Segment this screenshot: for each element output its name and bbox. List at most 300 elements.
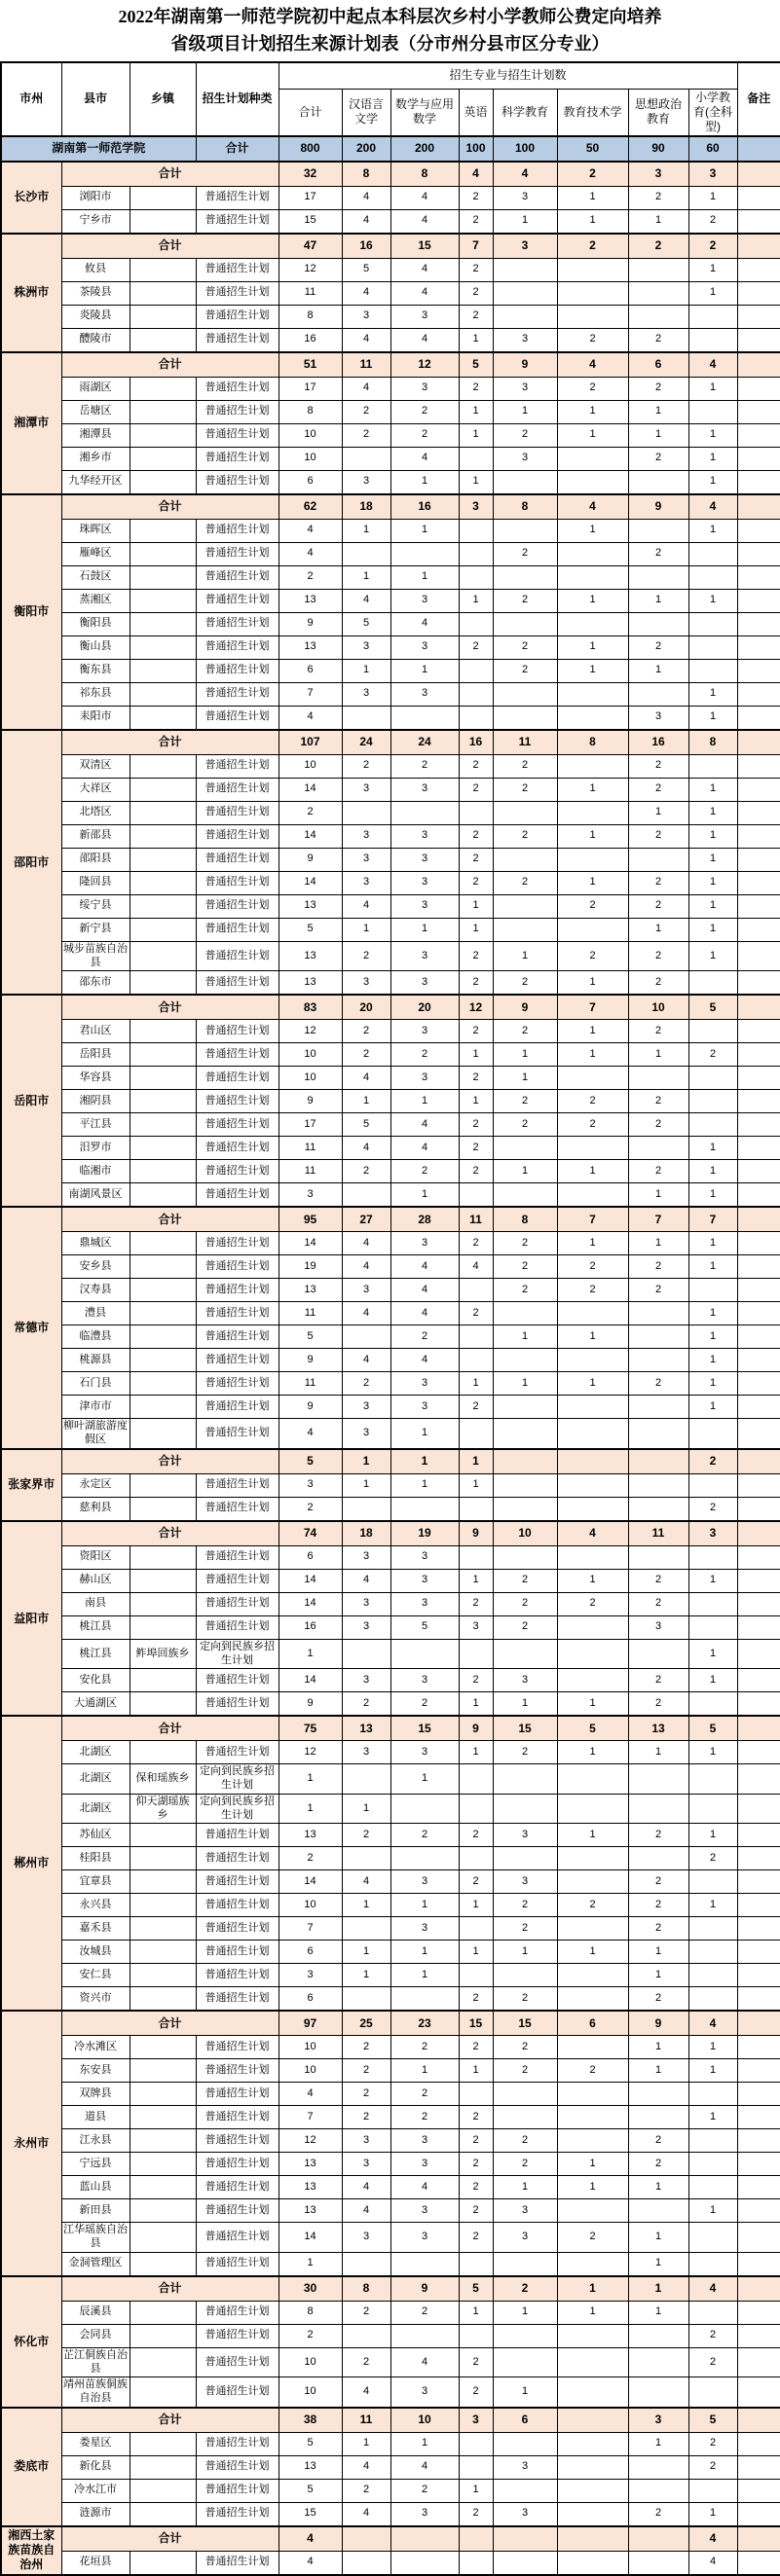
value-cell-0: 2: [279, 801, 342, 824]
remark-cell: [737, 470, 780, 494]
value-cell-2: 4: [390, 1302, 459, 1325]
plan-type-cell: 普通招生计划: [196, 1255, 279, 1279]
value-cell-3: [459, 706, 493, 730]
value-cell-2: [390, 706, 459, 730]
value-cell-3: 3: [459, 1615, 493, 1639]
plan-type-cell: 普通招生计划: [196, 1372, 279, 1396]
township-cell: [130, 612, 196, 635]
county-row: [1, 2324, 780, 2347]
county-cell: 双牌县: [61, 2083, 130, 2106]
value-cell-1: 3: [342, 635, 390, 659]
value-cell-1: 4: [342, 328, 390, 352]
value-cell-2: 2: [390, 2083, 459, 2106]
county-cell: 娄星区: [61, 2432, 130, 2455]
plan-type-cell: 普通招生计划: [196, 1964, 279, 1987]
value-cell-0: 4: [279, 519, 342, 542]
value-cell-0: 6: [279, 1941, 342, 1964]
value-cell-2: 3: [390, 2129, 459, 2153]
county-cell: 平江县: [61, 1113, 130, 1137]
plan-type-cell: 普通招生计划: [196, 1497, 279, 1521]
county-cell: 新宁县: [61, 918, 130, 941]
value-cell-1: 3: [342, 1279, 390, 1302]
plan-type-cell: 普通招生计划: [196, 894, 279, 918]
plan-type-cell: 普通招生计划: [196, 423, 279, 447]
county-row: [1, 1964, 780, 1987]
value-cell-2: 4: [390, 328, 459, 352]
remark-cell: [737, 2551, 780, 2575]
value-cell-1: 3: [342, 1592, 390, 1615]
value-cell-4: [493, 2479, 557, 2502]
plan-type-cell: 普通招生计划: [196, 754, 279, 778]
value-cell-0: 13: [279, 1279, 342, 1302]
subtotal-value-cell-5: 2: [557, 162, 628, 187]
value-cell-5: 1: [557, 209, 628, 234]
remark-cell: [737, 565, 780, 589]
value-cell-7: 1: [688, 1639, 737, 1669]
value-cell-0: 7: [279, 1917, 342, 1941]
county-cell: 江永县: [61, 2129, 130, 2153]
county-row: [1, 871, 780, 894]
value-cell-3: [459, 1964, 493, 1987]
plan-type-cell: 普通招生计划: [196, 2324, 279, 2347]
value-cell-5: 2: [557, 1113, 628, 1137]
county-row: [1, 400, 780, 423]
plan-type-cell: 普通招生计划: [196, 328, 279, 352]
remark-cell: [737, 682, 780, 706]
remark-cell: [737, 1137, 780, 1160]
value-cell-7: [688, 971, 737, 996]
value-cell-5: [557, 706, 628, 730]
value-cell-3: 2: [459, 2129, 493, 2153]
subtotal-value-cell-5: 7: [557, 1207, 628, 1232]
city-cell: 衡阳市: [1, 494, 61, 730]
value-cell-2: [390, 2324, 459, 2347]
value-cell-2: 4: [390, 2455, 459, 2479]
remark-cell: [737, 377, 780, 400]
value-cell-5: 1: [557, 1741, 628, 1764]
value-cell-7: [688, 565, 737, 589]
remark-cell: [737, 328, 780, 352]
remark-cell: [737, 941, 780, 971]
township-cell: [130, 1419, 196, 1449]
value-cell-7: [688, 1870, 737, 1894]
value-cell-6: 3: [628, 706, 688, 730]
township-cell: [130, 2036, 196, 2059]
value-cell-2: 4: [390, 186, 459, 209]
value-cell-0: 10: [279, 1067, 342, 1090]
township-cell: [130, 1964, 196, 1987]
value-cell-6: 2: [628, 894, 688, 918]
value-cell-5: [557, 2347, 628, 2377]
value-cell-6: 2: [628, 447, 688, 470]
value-cell-7: 1: [688, 918, 737, 941]
township-cell: [130, 2324, 196, 2347]
subtotal-value-cell-6: 16: [628, 730, 688, 755]
value-cell-3: 2: [459, 1020, 493, 1043]
value-cell-3: [459, 2455, 493, 2479]
remark-cell: [737, 589, 780, 612]
value-cell-1: 4: [342, 1255, 390, 1279]
value-cell-3: 1: [459, 423, 493, 447]
value-cell-7: 1: [688, 871, 737, 894]
value-cell-1: 3: [342, 1741, 390, 1764]
value-cell-7: 1: [688, 1255, 737, 1279]
value-cell-0: 10: [279, 447, 342, 470]
township-cell: [130, 470, 196, 494]
subtotal-value-cell-4: [493, 2526, 557, 2552]
subtotal-value-cell-2: 8: [390, 162, 459, 187]
value-cell-0: 13: [279, 635, 342, 659]
value-cell-1: 3: [342, 824, 390, 848]
county-cell: 蒸湘区: [61, 589, 130, 612]
county-row: [1, 2176, 780, 2199]
value-cell-7: 1: [688, 1894, 737, 1917]
subtotal-value-cell-2: [390, 2526, 459, 2552]
city-cell: 邵阳市: [1, 730, 61, 996]
value-cell-4: 3: [493, 2455, 557, 2479]
subtotal-label-cell: 合计: [61, 1521, 279, 1546]
value-cell-1: 4: [342, 186, 390, 209]
subtotal-value-cell-6: 2: [628, 234, 688, 259]
value-cell-4: 3: [493, 447, 557, 470]
value-cell-5: [557, 1302, 628, 1325]
remark-cell: [737, 1207, 780, 1232]
value-cell-3: 1: [459, 2059, 493, 2083]
value-cell-5: 2: [557, 2223, 628, 2253]
value-cell-2: 3: [390, 824, 459, 848]
value-cell-3: 1: [459, 328, 493, 352]
township-cell: [130, 1473, 196, 1497]
value-cell-4: [493, 470, 557, 494]
school-value-cell-0: 800: [279, 136, 342, 162]
value-cell-6: 2: [628, 1917, 688, 1941]
value-cell-2: 3: [390, 971, 459, 996]
value-cell-4: [493, 305, 557, 328]
school-value-cell-6: 90: [628, 136, 688, 162]
remark-cell: [737, 2176, 780, 2199]
plan-type-cell: 普通招生计划: [196, 1669, 279, 1692]
county-cell: 柳叶湖旅游度假区: [61, 1419, 130, 1449]
township-cell: [130, 1349, 196, 1372]
value-cell-3: [459, 2252, 493, 2276]
subtotal-value-cell-4: 11: [493, 730, 557, 755]
school-name-cell: 湖南第一师范学院: [1, 136, 196, 162]
value-cell-0: 14: [279, 1870, 342, 1894]
value-cell-7: [688, 1917, 737, 1941]
value-cell-5: [557, 1183, 628, 1208]
remark-cell: [737, 2276, 780, 2302]
county-row: [1, 754, 780, 778]
value-cell-1: 2: [342, 2036, 390, 2059]
county-row: [1, 778, 780, 801]
value-cell-2: 3: [390, 1020, 459, 1043]
remark-cell: [737, 1302, 780, 1325]
value-cell-5: 1: [557, 1372, 628, 1396]
county-cell: 津市市: [61, 1396, 130, 1419]
county-row: [1, 801, 780, 824]
value-cell-4: 1: [493, 2176, 557, 2199]
value-cell-4: 1: [493, 209, 557, 234]
county-row: [1, 1020, 780, 1043]
value-cell-7: 2: [688, 2347, 737, 2377]
plan-type-cell: 普通招生计划: [196, 2502, 279, 2526]
value-cell-4: [493, 565, 557, 589]
subtotal-value-cell-6: 7: [628, 1207, 688, 1232]
value-cell-0: 10: [279, 2377, 342, 2408]
value-cell-0: 15: [279, 2502, 342, 2526]
remark-cell: [737, 1917, 780, 1941]
value-cell-3: [459, 1764, 493, 1795]
value-cell-0: 11: [279, 1137, 342, 1160]
value-cell-4: 2: [493, 2036, 557, 2059]
remark-cell: [737, 494, 780, 520]
value-cell-1: 1: [342, 1941, 390, 1964]
township-cell: [130, 1870, 196, 1894]
value-cell-2: [390, 1794, 459, 1824]
remark-cell: [737, 1349, 780, 1372]
value-cell-6: [628, 1764, 688, 1795]
value-cell-1: 3: [342, 2129, 390, 2153]
value-cell-5: [557, 1497, 628, 1521]
value-cell-0: 13: [279, 2153, 342, 2176]
value-cell-5: 1: [557, 423, 628, 447]
plan-type-cell: 普通招生计划: [196, 1917, 279, 1941]
county-cell: 邵东市: [61, 971, 130, 996]
value-cell-6: [628, 281, 688, 305]
value-cell-2: 3: [390, 941, 459, 971]
value-cell-5: [557, 1349, 628, 1372]
value-cell-3: [459, 1847, 493, 1870]
value-cell-7: [688, 542, 737, 565]
value-cell-4: 2: [493, 659, 557, 682]
county-cell: 汝城县: [61, 1941, 130, 1964]
value-cell-5: 2: [557, 941, 628, 971]
value-cell-2: 2: [390, 1824, 459, 1847]
value-cell-4: 1: [493, 941, 557, 971]
value-cell-1: [342, 1325, 390, 1349]
value-cell-1: 3: [342, 1669, 390, 1692]
value-cell-0: 8: [279, 2301, 342, 2324]
value-cell-2: 1: [390, 1473, 459, 1497]
value-cell-4: 1: [493, 1372, 557, 1396]
value-cell-1: [342, 2324, 390, 2347]
township-cell: [130, 1592, 196, 1615]
subtotal-value-cell-7: 3: [688, 162, 737, 187]
remark-cell: [737, 848, 780, 871]
township-cell: [130, 2502, 196, 2526]
value-cell-4: 2: [493, 1279, 557, 1302]
value-cell-6: 2: [628, 2502, 688, 2526]
county-row: [1, 209, 780, 234]
value-cell-3: [459, 1419, 493, 1449]
value-cell-6: 2: [628, 871, 688, 894]
value-cell-6: [628, 2479, 688, 2502]
value-cell-5: [557, 2129, 628, 2153]
county-cell: 临澧县: [61, 1325, 130, 1349]
value-cell-0: 2: [279, 1497, 342, 1521]
remark-cell: [737, 2153, 780, 2176]
value-cell-5: 1: [557, 2153, 628, 2176]
value-cell-3: 1: [459, 589, 493, 612]
plan-type-cell: 普通招生计划: [196, 1824, 279, 1847]
county-cell: 邵阳县: [61, 848, 130, 871]
county-row: [1, 894, 780, 918]
plan-type-cell: 普通招生计划: [196, 1137, 279, 1160]
subtotal-value-cell-3: 3: [459, 2408, 493, 2433]
township-cell: [130, 754, 196, 778]
value-cell-0: 13: [279, 2176, 342, 2199]
remark-cell: [737, 1824, 780, 1847]
value-cell-7: 1: [688, 423, 737, 447]
township-cell: [130, 824, 196, 848]
value-cell-3: 2: [459, 2347, 493, 2377]
plan-type-cell: 普通招生计划: [196, 519, 279, 542]
value-cell-3: 1: [459, 400, 493, 423]
remark-cell: [737, 2479, 780, 2502]
township-cell: [130, 1692, 196, 1717]
subtotal-value-cell-3: 5: [459, 352, 493, 378]
value-cell-2: 4: [390, 281, 459, 305]
township-cell: [130, 706, 196, 730]
township-cell: [130, 918, 196, 941]
county-row: [1, 589, 780, 612]
value-cell-4: 3: [493, 1870, 557, 1894]
value-cell-6: 1: [628, 2432, 688, 2455]
subtotal-value-cell-2: 23: [390, 2011, 459, 2036]
school-value-cell-1: 200: [342, 136, 390, 162]
plan-type-cell: 普通招生计划: [196, 2432, 279, 2455]
value-cell-4: 2: [493, 1987, 557, 2012]
county-cell: 嘉禾县: [61, 1917, 130, 1941]
value-cell-3: 4: [459, 1255, 493, 1279]
value-cell-6: 1: [628, 2036, 688, 2059]
value-cell-4: 2: [493, 1113, 557, 1137]
county-row: [1, 519, 780, 542]
value-cell-7: [688, 2479, 737, 2502]
value-cell-4: 1: [493, 1941, 557, 1964]
remark-cell: [737, 162, 780, 187]
value-cell-2: [390, 2551, 459, 2575]
value-cell-7: 1: [688, 589, 737, 612]
value-cell-5: 1: [557, 1232, 628, 1255]
value-cell-5: 2: [557, 2059, 628, 2083]
city-subtotal-row: [1, 2011, 780, 2036]
city-subtotal-row: [1, 1207, 780, 1232]
value-cell-0: 11: [279, 1302, 342, 1325]
county-cell: 东安县: [61, 2059, 130, 2083]
value-cell-5: 1: [557, 589, 628, 612]
value-cell-3: 2: [459, 1870, 493, 1894]
county-row: [1, 1396, 780, 1419]
plan-type-cell: 普通招生计划: [196, 1419, 279, 1449]
plan-type-cell: 普通招生计划: [196, 1545, 279, 1569]
value-cell-2: 3: [390, 1396, 459, 1419]
remark-cell: [737, 2455, 780, 2479]
value-cell-7: [688, 1020, 737, 1043]
value-cell-7: 1: [688, 706, 737, 730]
plan-type-cell: 普通招生计划: [196, 258, 279, 281]
value-cell-7: [688, 400, 737, 423]
plan-type-cell: 定向到民族乡招生计划: [196, 1639, 279, 1669]
subtotal-value-cell-3: 1: [459, 1449, 493, 1474]
enrollment-plan-table: [0, 61, 780, 2576]
city-subtotal-row: [1, 2276, 780, 2302]
value-cell-5: [557, 2199, 628, 2223]
value-cell-4: 3: [493, 1824, 557, 1847]
county-row: [1, 470, 780, 494]
value-cell-3: 2: [459, 1987, 493, 2012]
value-cell-1: 3: [342, 971, 390, 996]
city-cell: 长沙市: [1, 162, 61, 234]
value-cell-1: 4: [342, 1302, 390, 1325]
subtotal-value-cell-7: 4: [688, 352, 737, 378]
value-cell-6: 2: [628, 1255, 688, 1279]
value-cell-6: 2: [628, 542, 688, 565]
value-cell-6: 2: [628, 1824, 688, 1847]
value-cell-4: [493, 1396, 557, 1419]
value-cell-4: 2: [493, 2129, 557, 2153]
county-cell: 宁乡市: [61, 209, 130, 234]
value-cell-3: 2: [459, 2377, 493, 2408]
value-cell-6: 1: [628, 1964, 688, 1987]
county-cell: 冷水江市: [61, 2479, 130, 2502]
value-cell-4: [493, 2432, 557, 2455]
value-cell-7: 1: [688, 2059, 737, 2083]
county-row: [1, 186, 780, 209]
value-cell-3: [459, 659, 493, 682]
subtotal-value-cell-4: 2: [493, 2276, 557, 2302]
value-cell-2: [390, 2252, 459, 2276]
subtotal-value-cell-6: [628, 2526, 688, 2552]
value-cell-7: [688, 612, 737, 635]
value-cell-1: 5: [342, 1113, 390, 1137]
remark-cell: [737, 305, 780, 328]
value-cell-2: 1: [390, 470, 459, 494]
township-cell: [130, 1043, 196, 1067]
county-row: [1, 941, 780, 971]
value-cell-4: 2: [493, 1232, 557, 1255]
value-cell-3: 1: [459, 918, 493, 941]
value-cell-5: 2: [557, 1894, 628, 1917]
subtotal-value-cell-1: 27: [342, 1207, 390, 1232]
value-cell-1: 2: [342, 1824, 390, 1847]
value-cell-7: [688, 1545, 737, 1569]
value-cell-7: [688, 1764, 737, 1795]
township-cell: [130, 447, 196, 470]
value-cell-4: 2: [493, 542, 557, 565]
value-cell-3: 2: [459, 754, 493, 778]
value-cell-5: [557, 258, 628, 281]
county-cell: 蓝山县: [61, 2176, 130, 2199]
plan-type-cell: 普通招生计划: [196, 971, 279, 996]
value-cell-5: [557, 1794, 628, 1824]
value-cell-7: 1: [688, 1325, 737, 1349]
remark-cell: [737, 1692, 780, 1717]
value-cell-4: 3: [493, 328, 557, 352]
subtotal-value-cell-1: 16: [342, 234, 390, 259]
value-cell-1: 2: [342, 941, 390, 971]
value-cell-3: [459, 801, 493, 824]
township-cell: [130, 1020, 196, 1043]
plan-type-cell: 普通招生计划: [196, 1396, 279, 1419]
subtotal-value-cell-7: 7: [688, 1207, 737, 1232]
value-cell-3: 2: [459, 824, 493, 848]
value-cell-1: 3: [342, 682, 390, 706]
township-cell: [130, 423, 196, 447]
county-cell: 珠晖区: [61, 519, 130, 542]
city-cell: 湘西土家族苗族自治州: [1, 2526, 61, 2575]
value-cell-4: 1: [493, 1067, 557, 1090]
